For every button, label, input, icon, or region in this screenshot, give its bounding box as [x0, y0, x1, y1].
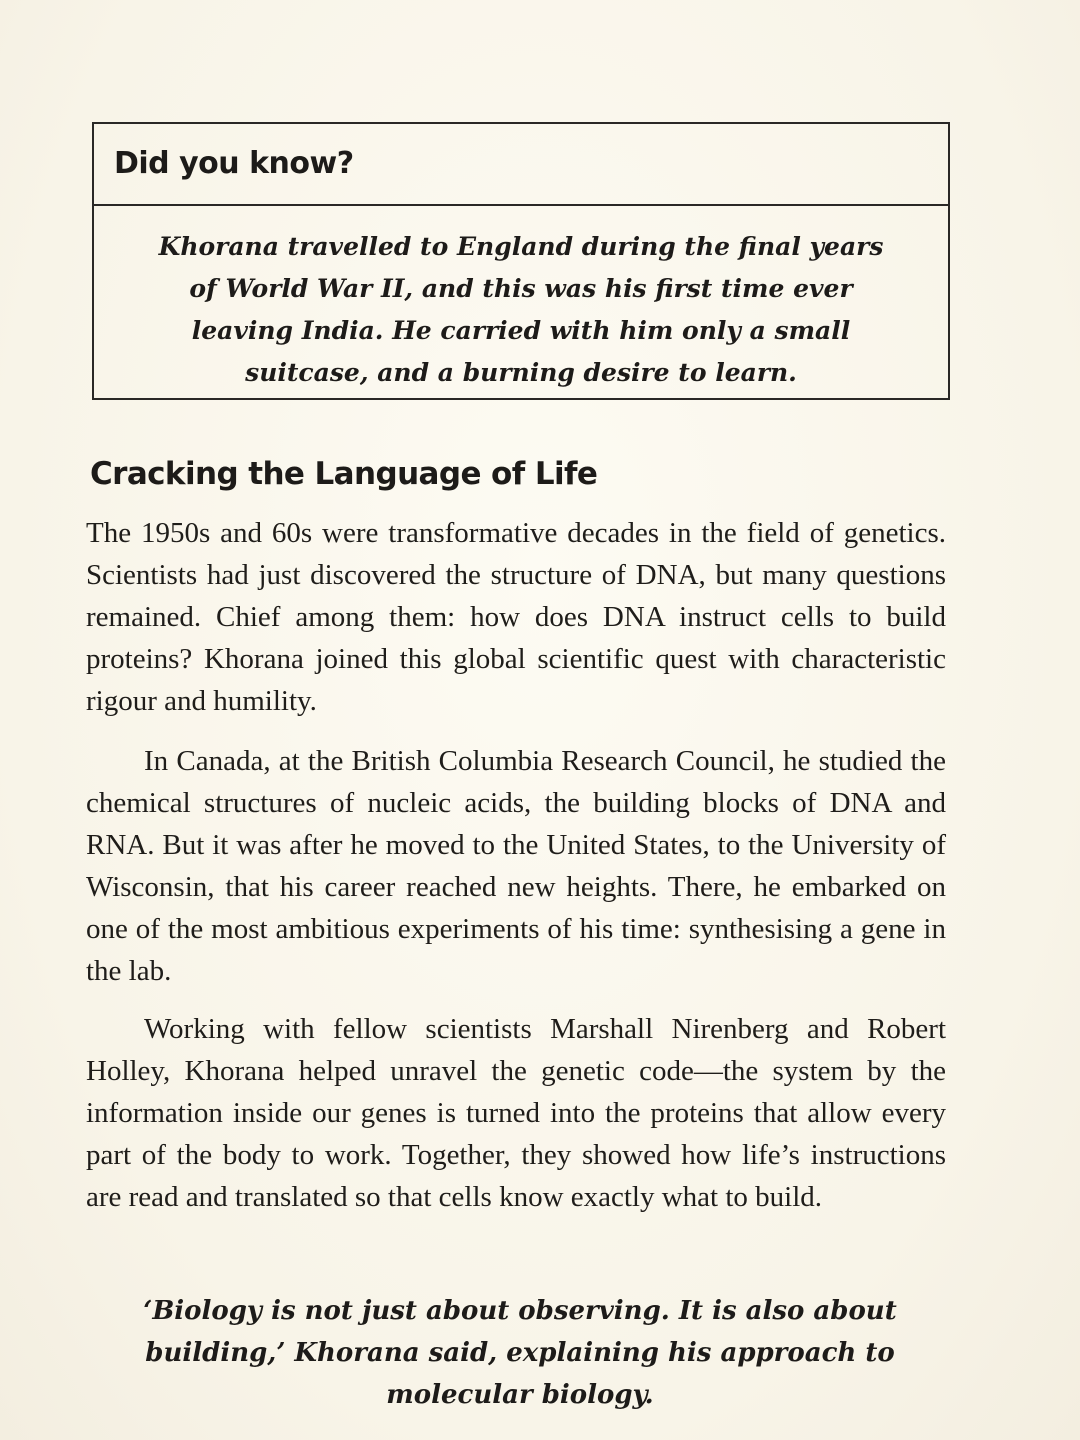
callout-text: Khorana travelled to England during the final years of World War II, and this was his first time ever leaving India. He carried with him only a small suitcase, and a burning desire to learn. [158, 232, 884, 387]
did-you-know-box [92, 122, 950, 400]
pull-quote: ‘Biology is not just about observing. It is also about building,’ Khorana said, explaining his approach to molecular biology. [143, 1296, 897, 1410]
section-heading: Cracking the Language of Life [90, 456, 598, 492]
body-paragraph-1: The 1950s and 60s were transformative decades in the field of genetics. Scientists had just discovered the structure of DNA, but many questions remained. Chief among them: how does DNA instruct cells to build proteins? Khorana joined this global scientific quest with characteristic rigour and humility. [86, 517, 946, 717]
callout-header [94, 124, 948, 206]
body-paragraph-2: In Canada, at the British Columbia Research Council, he studied the chemical structures of nucleic acids, the building blocks of DNA and RNA. But it was after he moved to the United States, to the University of Wisconsin, that his career reached new heights. There, he embarked on one of the most ambitious experiments of his time: synthesising a gene in the lab. [86, 745, 946, 987]
body-paragraph-3: Working with fellow scientists Marshall Nirenberg and Robert Holley, Khorana helped unravel the genetic code—the system by the information inside our genes is turned into the proteins that allow every part of the body to work. Together, they showed how life’s instructions are read and translated so that cells know exactly what to build. [86, 1013, 946, 1213]
callout-title: Did you know? [114, 146, 354, 181]
